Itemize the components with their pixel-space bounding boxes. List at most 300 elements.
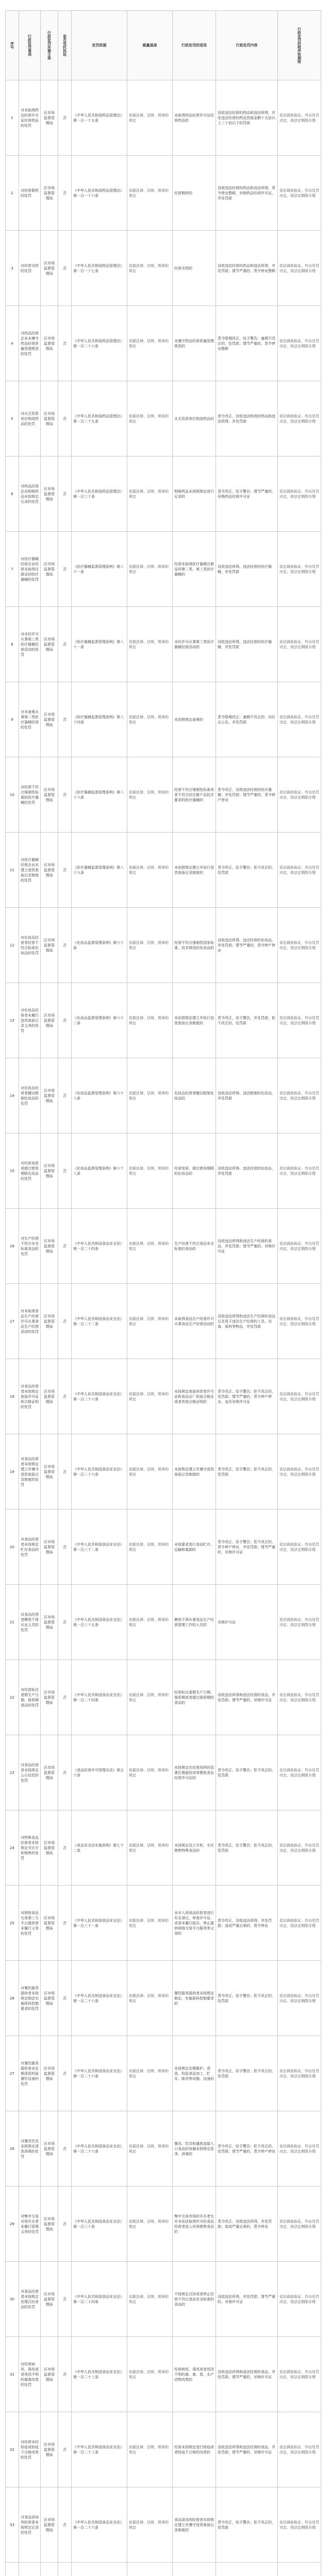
- table-row: [6, 607, 321, 682]
- cell-no: 7: [6, 532, 19, 607]
- table-row: [6, 2187, 321, 2262]
- cell-subject: 区市场监督管理局: [41, 456, 58, 532]
- cell-no: 10: [6, 757, 19, 833]
- cell-procedure: 依法调查取证，作出处罚决定，按法定期限办理: [278, 1133, 321, 1209]
- cell-bench: 依据法律、法规、规章的规定: [127, 1434, 173, 1510]
- cell-basis: 《医疗器械监督管理条例》第八十一条: [72, 532, 127, 607]
- cell-apply: 聘用不得从事食品生产经营管理工作的人员的: [173, 1585, 216, 1660]
- cell-basis: 《医疗器械监督管理条例》第八十一条: [72, 607, 127, 682]
- cell-bench: 依据法律、法规、规章的规定: [127, 1133, 173, 1209]
- cell-basis: 《医疗器械监督管理条例》第八十四条: [72, 682, 127, 757]
- cell-matter: 对经营变质或超过使用期限化妆品的处罚: [19, 1133, 41, 1209]
- cell-no: 16: [6, 1209, 19, 1284]
- cell-basis: 《化妆品监督管理条例》第六十八条: [72, 1058, 127, 1133]
- cell-procedure: 依法调查取证，作出处罚决定，按法定期限办理: [278, 607, 321, 682]
- cell-entrusted: 否: [58, 306, 72, 381]
- cell-procedure: 依法调查取证，作出处罚决定，按法定期限办理: [278, 381, 321, 456]
- cell-procedure: 依法调查取证，作出处罚决定，按法定期限办理: [278, 532, 321, 607]
- cell-content: 没收违法所得、违法经营的化妆品，并处罚款；情节严重的，责令停产停业: [216, 908, 278, 983]
- cell-content: 责令改正，给予警告；拒不改正的，处罚款；情节严重的，责令停产停业: [216, 2111, 278, 2187]
- cell-content: 没收违法经营的药品和违法所得，并处违法经营的药品货值金额十五倍以上三十倍以下的罚款: [216, 80, 278, 156]
- cell-matter: 对集中交易市场开办者未履行管理义务的处罚: [19, 2187, 41, 2262]
- cell-subject: 区市场监督管理局: [41, 1585, 58, 1660]
- cell-basis: 《中华人民共和国食品安全法》第一百二十六条: [72, 2487, 127, 2563]
- cell-matter: 对经营劣药的处罚: [19, 231, 41, 306]
- cell-entrusted: 否: [58, 1810, 72, 1886]
- cell-basis: 《中华人民共和国食品安全法》第一百二十六条: [72, 1961, 127, 2036]
- cell-subject: 区市场监督管理局: [41, 2187, 58, 2262]
- table-row: [6, 156, 321, 231]
- table-row: [6, 1660, 321, 1735]
- cell-basis: 《中华人民共和国食品安全法》第一百三十二条: [72, 1510, 127, 1585]
- cell-procedure: 依法调查取证，作出处罚决定，按法定期限办理: [278, 1886, 321, 1961]
- cell-matter: 对医疗器械经营企业未建立进货查验记录制度的处罚: [19, 833, 41, 908]
- table-row: [6, 2111, 321, 2187]
- cell-no: 1: [6, 80, 19, 156]
- cell-apply: 未遵守药品经营质量管理规范的: [173, 306, 216, 381]
- cell-no: 25: [6, 1886, 19, 1961]
- cell-procedure: 依法调查取证，作出处罚决定，按法定期限办理: [278, 1058, 321, 1133]
- table-row: [6, 231, 321, 306]
- col-header-basis: 处罚依据: [72, 11, 127, 80]
- cell-content: 责令改正，没收违法经营的医疗器械，并处罚款；情节严重的，责令停产停业: [216, 757, 278, 833]
- cell-apply: 未按规定在经营场所的显著位置悬挂或者摆放食品经营许可证的: [173, 1735, 216, 1810]
- cell-no: 31: [6, 2337, 19, 2412]
- cell-no: 19: [6, 1434, 19, 1510]
- cell-entrusted: 否: [58, 1585, 72, 1660]
- cell-basis: 《中华人民共和国食品安全法》第一百三十一条: [72, 1886, 127, 1961]
- table-body: [6, 80, 321, 2576]
- cell-basis: 《中华人民共和国食品安全法》第一百二十三条: [72, 2412, 127, 2487]
- cell-content: 没收违法所得、违法配制的化妆品，并处罚款: [216, 1058, 278, 1133]
- cell-apply: 经营假药的: [173, 156, 216, 231]
- table-row: [6, 2036, 321, 2111]
- table-row: [6, 1284, 321, 1359]
- cell-subject: 区市场监督管理局: [41, 1810, 58, 1886]
- cell-entrusted: 否: [58, 2111, 72, 2187]
- cell-entrusted: 否: [58, 983, 72, 1058]
- cell-content: 没收违法经营的药品和违法所得，责令停业整顿，吊销药品经营许可证，并处罚款: [216, 156, 278, 231]
- cell-matter: 对药品经营企业购销药品未按规定记录的处罚: [19, 456, 41, 532]
- table-row: [6, 908, 321, 983]
- cell-bench: 依据法律、法规、规章的规定: [127, 2487, 173, 2563]
- cell-apply: 经营未取得医疗器械注册证的第二类、第三类医疗器械的: [173, 532, 216, 607]
- cell-no: 32: [6, 2412, 19, 2487]
- cell-basis: 《化妆品监督管理条例》第六十条: [72, 908, 127, 983]
- col-header-entrusted: 是否受托执法: [58, 11, 72, 80]
- cell-basis: 《中华人民共和国食品安全法》第一百二十三条: [72, 2337, 127, 2412]
- cell-subject: 区市场监督管理局: [41, 2337, 58, 2412]
- cell-bench: 依据法律、法规、规章的规定: [127, 381, 173, 456]
- cell-subject: 区市场监督管理局: [41, 682, 58, 757]
- cell-no: 5: [6, 381, 19, 456]
- penalty-table: [5, 10, 321, 2576]
- cell-entrusted: 否: [58, 1961, 72, 2036]
- cell-content: 责令限期改正，给予警告；逾期不改正的，处罚款；情节严重的，责令停业整顿: [216, 306, 278, 381]
- cell-bench: 依据法律、法规、规章的规定: [127, 532, 173, 607]
- cell-bench: 依据法律、法规、规章的规定: [127, 2187, 173, 2262]
- cell-basis: 《中华人民共和国食品安全法》第一百二十四条: [72, 1209, 127, 1284]
- cell-procedure: 依法调查取证，作出处罚决定，按法定期限办理: [278, 833, 321, 908]
- cell-entrusted: 否: [58, 1359, 72, 1434]
- cell-basis: 《中华人民共和国药品管理法》第一百一十七条: [72, 231, 127, 306]
- cell-basis: 《中华人民共和国药品管理法》第一百三十条: [72, 456, 127, 532]
- cell-no: 6: [6, 456, 19, 532]
- cell-content: 责令改正，给予警告；拒不改正的，处罚款: [216, 2487, 278, 2563]
- cell-apply: 购销药品未按照规定进行记录的: [173, 456, 216, 532]
- cell-bench: 依据法律、法规、规章的规定: [127, 1735, 173, 1810]
- cell-subject: 区市场监督管理局: [41, 983, 58, 1058]
- cell-no: 33: [6, 2487, 19, 2563]
- cell-basis: 《化妆品监督管理条例》第六十二条: [72, 983, 127, 1058]
- cell-procedure: 依法调查取证，作出处罚决定，按法定期限办理: [278, 1961, 321, 2036]
- cell-content: 责令改正，给予警告；拒不改正的，处罚款: [216, 1810, 278, 1886]
- cell-matter: 对药品经营企业未遵守药品经营质量管理规范的处罚: [19, 306, 41, 381]
- cell-content: 责令改正，给予警告；拒不改正的，处罚款: [216, 1961, 278, 2036]
- cell-content: 没收违法所得、违法经营的医疗器械，并处罚款: [216, 532, 278, 607]
- cell-entrusted: 否: [58, 2412, 72, 2487]
- col-header-apply: 行政处罚的适用: [173, 11, 216, 80]
- cell-apply: 经营劣药的: [173, 231, 216, 306]
- cell-apply: 经营不符合强制性标准或者不符合经注册产品技术要求的医疗器械的: [173, 757, 216, 833]
- cell-no: 14: [6, 1058, 19, 1133]
- cell-no: 3: [6, 231, 19, 306]
- cell-subject: 区市场监督管理局: [41, 2262, 58, 2337]
- cell-procedure: 依法调查取证，作出处罚决定，按法定期限办理: [278, 2412, 321, 2487]
- cell-procedure: 依法调查取证，作出处罚决定，按法定期限办理: [278, 2487, 321, 2563]
- cell-basis: 《中华人民共和国食品安全法》第一百二十四条: [72, 2262, 127, 2337]
- cell-matter: 对化妆品经营者经营不符合标准化妆品的处罚: [19, 908, 41, 983]
- cell-procedure: 依法调查取证，作出处罚决定，按法定期限办理: [278, 2187, 321, 2262]
- cell-procedure: 依法调查取证，作出处罚决定，按法定期限办理: [278, 1585, 321, 1660]
- cell-bench: 依据法律、法规、规章的规定: [127, 607, 173, 682]
- cell-entrusted: 否: [58, 1735, 72, 1810]
- cell-entrusted: 否: [58, 1284, 72, 1359]
- cell-content: 责令改正，给予警告；拒不改正的，处罚款；情节严重的，责令停产停业，直至吊销许可证: [216, 1359, 278, 1434]
- table-row: [6, 1961, 321, 2036]
- cell-matter: 对食品经营者未按规定贮存食品的处罚: [19, 1510, 41, 1585]
- cell-subject: 区市场监督管理局: [41, 833, 58, 908]
- table-row: [6, 2487, 321, 2563]
- cell-procedure: 依法调查取证，作出处罚决定，按法定期限办理: [278, 456, 321, 532]
- cell-subject: 区市场监督管理局: [41, 1359, 58, 1434]
- col-header-bench: 裁量基准: [127, 11, 173, 80]
- cell-apply: 不按规定召回或者停止经营不符合食品安全标准的食品的: [173, 2262, 216, 2337]
- cell-procedure: 依法调查取证，作出处罚决定，按法定期限办理: [278, 1359, 321, 1434]
- cell-apply: 未按规定建立并遵守进货查验记录制度的: [173, 1434, 216, 1510]
- table-row: [6, 1434, 321, 1510]
- cell-procedure: [278, 2563, 321, 2576]
- cell-apply: 未按要求进行食品贮存、运输和装卸的: [173, 1510, 216, 1585]
- cell-bench: 依据法律、法规、规章的规定: [127, 2036, 173, 2111]
- cell-bench: 依据法律、法规、规章的规定: [127, 156, 173, 231]
- cell-entrusted: 否: [58, 1434, 72, 1510]
- cell-procedure: 依法调查取证，作出处罚决定，按法定期限办理: [278, 1510, 321, 1585]
- cell-basis: 《医疗器械监督管理条例》第八十六条: [72, 757, 127, 833]
- cell-procedure: 依法调查取证，作出处罚决定，按法定期限办理: [278, 2262, 321, 2337]
- cell-subject: 区市场监督管理局: [41, 1434, 58, 1510]
- table-row: [6, 757, 321, 833]
- cell-bench: 依据法律、法规、规章的规定: [127, 1585, 173, 1660]
- cell-subject: 区市场监督管理局: [41, 1886, 58, 1961]
- cell-no: 24: [6, 1810, 19, 1886]
- cell-bench: 依据法律、法规、规章的规定: [127, 1359, 173, 1434]
- table-row: [6, 1810, 321, 1886]
- cell-procedure: 依法调查取证，作出处罚决定，按法定期限办理: [278, 156, 321, 231]
- cell-matter: 对食品经营者聘用不得从业人员的处罚: [19, 1585, 41, 1660]
- cell-apply: 生产经营不符合食品安全标准的食品的: [173, 1209, 216, 1284]
- cell-content: 没收违法所得、违法经营的医疗器械，并处罚款: [216, 607, 278, 682]
- cell-subject: 区市场监督管理局: [41, 1133, 58, 1209]
- cell-content: 没收违法所得和违法经营的食品，并处罚款；情节严重的，吊销许可证: [216, 1660, 278, 1735]
- cell-apply: 未取得食品生产经营许可从事食品生产经营活动的: [173, 1284, 216, 1359]
- cell-apply: 未取得药品经营许可证经营药品的: [173, 80, 216, 156]
- cell-matter: 对未经许可从事第三类医疗器械经营活动的处罚: [19, 607, 41, 682]
- cell-basis: 《中华人民共和国食品安全法》第一百三十五条: [72, 1585, 127, 1660]
- cell-bench: 依据法律、法规、规章的规定: [127, 1961, 173, 2036]
- cell-procedure: 依法调查取证，作出处罚决定，按法定期限办理: [278, 1434, 321, 1510]
- cell-apply: 未经许可从事第三类医疗器械经营活动的: [173, 607, 216, 682]
- cell-matter: 对餐饮服务提供者未定期清洗校验餐饮设备的处罚: [19, 2036, 41, 2111]
- cell-apply: 经营未按规定进行检疫或者检疫不合格的肉类的: [173, 2412, 216, 2487]
- cell-procedure: 依法调查取证，作出处罚决定，按法定期限办理: [278, 80, 321, 156]
- cell-subject: 区市场监督管理局: [41, 532, 58, 607]
- cell-apply: 经营不符合强制性国家标准、技术规范的化妆品的: [173, 908, 216, 983]
- cell-subject: 区市场监督管理局: [41, 1209, 58, 1284]
- cell-subject: 区市场监督管理局: [41, 1961, 58, 2036]
- cell-basis: 《中华人民共和国药品管理法》第一百一十六条: [72, 156, 127, 231]
- cell-apply: 食品添加剂经营者未按规定建立并遵守进货查验记录制度的: [173, 2487, 216, 2563]
- table-row: [6, 306, 321, 381]
- cell-entrusted: 否: [58, 1058, 72, 1133]
- table-row: [6, 833, 321, 908]
- cell-apply: 经营变质、超过使用期限的化妆品的: [173, 1133, 216, 1209]
- cell-procedure: 依法调查取证，作出处罚决定，按法定期限办理: [278, 231, 321, 306]
- cell-basis: 《化妆品监督管理条例》第六十八条: [72, 1133, 127, 1209]
- cell-subject: 区市场监督管理局: [41, 908, 58, 983]
- cell-no: [6, 2563, 19, 2576]
- cell-entrusted: 否: [58, 757, 72, 833]
- cell-matter: 对生产经营不符合安全标准食品的处罚: [19, 1209, 41, 1284]
- cell-bench: 依据法律、法规、规章的规定: [127, 456, 173, 532]
- cell-bench: 依据法律、法规、规章的规定: [127, 80, 173, 156]
- cell-no: 9: [6, 682, 19, 757]
- cell-apply: 集中交易市场的开办者允许未依法取得许可的食品经营者进入市场销售食品的: [173, 2187, 216, 2262]
- cell-apply: 餐饮服务提供者未按规定制定、实施原料控制要求的: [173, 1961, 216, 2036]
- cell-content: 责令改正，没收违法所得，并处罚款；造成严重后果的，责令停业: [216, 2187, 278, 2262]
- cell-subject: [41, 2563, 58, 2576]
- cell-basis: 《中华人民共和国食品安全法》第一百二十六条: [72, 2111, 127, 2187]
- cell-content: 没收违法所得和违法经营的食品，并处罚款；情节严重的，吊销许可证: [216, 2412, 278, 2487]
- cell-procedure: 依法调查取证，作出处罚决定，按法定期限办理: [278, 1284, 321, 1359]
- cell-procedure: 依法调查取证，作出处罚决定，按法定期限办理: [278, 757, 321, 833]
- table-row: [6, 2563, 321, 2576]
- cell-content: 责令改正，给予警告；拒不改正的，处罚款: [216, 1735, 278, 1810]
- table-row: [6, 381, 321, 456]
- cell-procedure: 依法调查取证，作出处罚决定，按法定期限办理: [278, 2036, 321, 2111]
- cell-content: 没收违法所得和违法经营的食品，并处罚款；情节严重的，吊销许可证: [216, 2337, 278, 2412]
- table-row: [6, 1133, 321, 1209]
- cell-entrusted: [58, 2563, 72, 2576]
- cell-bench: 依据法律、法规、规章的规定: [127, 2337, 173, 2412]
- cell-entrusted: 否: [58, 231, 72, 306]
- cell-basis: 《中华人民共和国食品安全法》第一百二十二条: [72, 1284, 127, 1359]
- cell-entrusted: 否: [58, 682, 72, 757]
- cell-no: 30: [6, 2262, 19, 2337]
- cell-no: 13: [6, 983, 19, 1058]
- cell-matter: 对医疗器械经营企业经营未取得注册证的医疗器械的处罚: [19, 532, 41, 607]
- cell-no: 26: [6, 1961, 19, 2036]
- table-row: [6, 2262, 321, 2337]
- cell-bench: 依据法律、法规、规章的规定: [127, 1810, 173, 1886]
- cell-entrusted: 否: [58, 1510, 72, 1585]
- cell-bench: 依据法律、法规、规章的规定: [127, 2111, 173, 2187]
- cell-entrusted: 否: [58, 456, 72, 532]
- cell-entrusted: 否: [58, 833, 72, 908]
- cell-entrusted: 否: [58, 2337, 72, 2412]
- cell-procedure: 依法调查取证，作出处罚决定，按法定期限办理: [278, 983, 321, 1058]
- cell-subject: 区市场监督管理局: [41, 2036, 58, 2111]
- table-row: [6, 983, 321, 1058]
- cell-bench: 依据法律、法规、规章的规定: [127, 1660, 173, 1735]
- cell-no: 11: [6, 833, 19, 908]
- table-row: [6, 1058, 321, 1133]
- cell-content: 责令改正，没收违法所得，并处罚款；造成严重后果的，责令停业: [216, 1886, 278, 1961]
- table-row: [6, 1359, 321, 1434]
- table-row: [6, 1585, 321, 1660]
- cell-entrusted: 否: [58, 80, 72, 156]
- cell-procedure: 依法调查取证，作出处罚决定，按法定期限办理: [278, 1209, 321, 1284]
- cell-basis: 《医疗器械监督管理条例》第八十九条: [72, 833, 127, 908]
- cell-entrusted: 否: [58, 1886, 72, 1961]
- cell-apply: [173, 2563, 216, 2576]
- cell-matter: 对经营不符合强制性标准的医疗器械的处罚: [19, 757, 41, 833]
- cell-content: 没收违法所得、违法经营的化妆品，并处罚款: [216, 1133, 278, 1209]
- cell-apply: 未依照规定建立并执行进货查验记录制度的: [173, 833, 216, 908]
- cell-subject: 区市场监督管理局: [41, 757, 58, 833]
- cell-bench: 依据法律、法规、规章的规定: [127, 1284, 173, 1359]
- cell-subject: 区市场监督管理局: [41, 1510, 58, 1585]
- cell-bench: 依据法律、法规、规章的规定: [127, 231, 173, 306]
- cell-entrusted: 否: [58, 1209, 72, 1284]
- cell-subject: 区市场监督管理局: [41, 1058, 58, 1133]
- cell-content: 责令改正，没收违法购进的药品和违法所得，并处罚款: [216, 381, 278, 456]
- cell-bench: 依据法律、法规、规章的规定: [127, 2412, 173, 2487]
- cell-apply: 经营病死、毒死或者死因不明的禽、畜、兽、水产动物肉类的: [173, 2337, 216, 2412]
- cell-no: 18: [6, 1359, 19, 1434]
- cell-entrusted: 否: [58, 2036, 72, 2111]
- cell-bench: 依据法律、法规、规章的规定: [127, 1886, 173, 1961]
- cell-apply: 从无资质单位购进药品的: [173, 381, 216, 456]
- cell-bench: 依据法律、法规、规章的规定: [127, 1510, 173, 1585]
- cell-matter: 对未取得食品生产经营许可从事食品生产经营活动的处罚: [19, 1284, 41, 1359]
- cell-subject: 区市场监督管理局: [41, 80, 58, 156]
- cell-matter: 对餐饮服务提供者未按规定制定实施原料控制要求的处罚: [19, 1961, 41, 2036]
- cell-no: 4: [6, 306, 19, 381]
- cell-content: 没收违法所得和违法生产经营的食品，并处罚款；情节严重的，吊销许可证: [216, 1209, 278, 1284]
- cell-no: 8: [6, 607, 19, 682]
- col-header-matter: 行政处罚事项: [19, 11, 41, 80]
- cell-entrusted: 否: [58, 1660, 72, 1735]
- table-row: [6, 682, 321, 757]
- cell-entrusted: 否: [58, 156, 72, 231]
- table-row: [6, 1886, 321, 1961]
- cell-matter: 对经营未经检疫或检疫不合格肉类的处罚: [19, 2412, 41, 2487]
- cell-basis: 《食品安全法实施条例》第七十二条: [72, 1810, 127, 1886]
- table-row: [6, 1209, 321, 1284]
- cell-content: 没收违法经营的药品和违法所得，并处罚款；情节严重的，责令停业整顿: [216, 231, 278, 306]
- cell-matter: 对经营病死、毒死或者死因不明的畜禽肉类的处罚: [19, 2337, 41, 2412]
- cell-matter: 对餐具饮具未按规定清洗消毒的处罚: [19, 2111, 41, 2187]
- cell-apply: 餐具、饮具和盛放直接入口食品的容器未按规定洗净、消毒的: [173, 2111, 216, 2187]
- cell-no: 21: [6, 1585, 19, 1660]
- cell-entrusted: 否: [58, 607, 72, 682]
- table-header-row: [6, 11, 321, 80]
- cell-matter: 对食品添加剂经营者未按规定记录的处罚: [19, 2487, 41, 2563]
- cell-procedure: 依法调查取证，作出处罚决定，按法定期限办理: [278, 1660, 321, 1735]
- cell-matter: [19, 2563, 41, 2576]
- cell-procedure: 依法调查取证，作出处罚决定，按法定期限办理: [278, 1810, 321, 1886]
- cell-procedure: 依法调查取证，作出处罚决定，按法定期限办理: [278, 908, 321, 983]
- cell-no: 15: [6, 1133, 19, 1209]
- cell-matter: 对未取得药品经营许可证经营药品的处罚: [19, 80, 41, 156]
- cell-subject: 区市场监督管理局: [41, 2487, 58, 2563]
- cell-apply: 未按规定定期维护、清洗、校验食品加工、贮存、陈列等设施、设备的: [173, 2036, 216, 2111]
- cell-basis: 《中华人民共和国食品安全法》第一百三十条: [72, 2187, 127, 2262]
- cell-bench: 依据法律、法规、规章的规定: [127, 983, 173, 1058]
- cell-basis: 《中华人民共和国食品安全法》第一百二十四条: [72, 1660, 127, 1735]
- cell-content: [216, 2563, 278, 2576]
- cell-no: 22: [6, 1660, 19, 1735]
- col-header-subject: 行政处罚实施主体: [41, 11, 58, 80]
- cell-entrusted: 否: [58, 532, 72, 607]
- cell-basis: 《中华人民共和国药品管理法》第一百二十九条: [72, 381, 127, 456]
- cell-matter: 对食品经营者未按规定建立并遵守进货查验记录制度的处罚: [19, 1434, 41, 1510]
- cell-no: 2: [6, 156, 19, 231]
- cell-basis: 《中华人民共和国药品管理法》第一百一十五条: [72, 80, 127, 156]
- cell-content: 吊销许可证: [216, 1585, 278, 1660]
- cell-matter: 对未备案从事第二类医疗器械经营的处罚: [19, 682, 41, 757]
- cell-procedure: 依法调查取证，作出处罚决定，按法定期限办理: [278, 2337, 321, 2412]
- cell-no: 17: [6, 1284, 19, 1359]
- cell-bench: [127, 2563, 173, 2576]
- cell-apply: 未依照规定建立并执行进货查验记录制度的: [173, 983, 216, 1058]
- cell-no: 28: [6, 2111, 19, 2187]
- cell-entrusted: 否: [58, 2262, 72, 2337]
- cell-content: 责令改正，给予警告，并处罚款；拒不改正的，处罚款: [216, 983, 278, 1058]
- cell-matter: 对食品经营者未按规定公示信息的处罚: [19, 1735, 41, 1810]
- cell-content: 责令改正，给予警告；拒不改正的，处罚款: [216, 1434, 278, 1510]
- cell-apply: 经营标注虚假生产日期、保质期或者超过保质期的食品的: [173, 1660, 216, 1735]
- cell-matter: 对经营假药的处罚: [19, 156, 41, 231]
- cell-subject: 区市场监督管理局: [41, 1660, 58, 1735]
- table-row: [6, 2337, 321, 2412]
- cell-entrusted: 否: [58, 2187, 72, 2262]
- cell-content: 责令改正，给予警告；情节严重的，吊销药品经营许可证: [216, 456, 278, 532]
- cell-content: 没收违法所得，并处罚款；情节严重的，吊销许可证: [216, 2262, 278, 2337]
- table-row: [6, 532, 321, 607]
- cell-entrusted: 否: [58, 1133, 72, 1209]
- cell-bench: 依据法律、法规、规章的规定: [127, 1209, 173, 1284]
- cell-apply: 未按规定设立专柜、专区销售特殊食品的: [173, 1810, 216, 1886]
- cell-subject: 区市场监督管理局: [41, 2111, 58, 2187]
- cell-subject: 区市场监督管理局: [41, 2412, 58, 2487]
- cell-bench: 依据法律、法规、规章的规定: [127, 2262, 173, 2337]
- cell-no: 27: [6, 2036, 19, 2111]
- cell-bench: 依据法律、法规、规章的规定: [127, 757, 173, 833]
- table-row: [6, 456, 321, 532]
- cell-matter: 对食品经营者未按规定查验许可证和合格证明的处罚: [19, 1359, 41, 1434]
